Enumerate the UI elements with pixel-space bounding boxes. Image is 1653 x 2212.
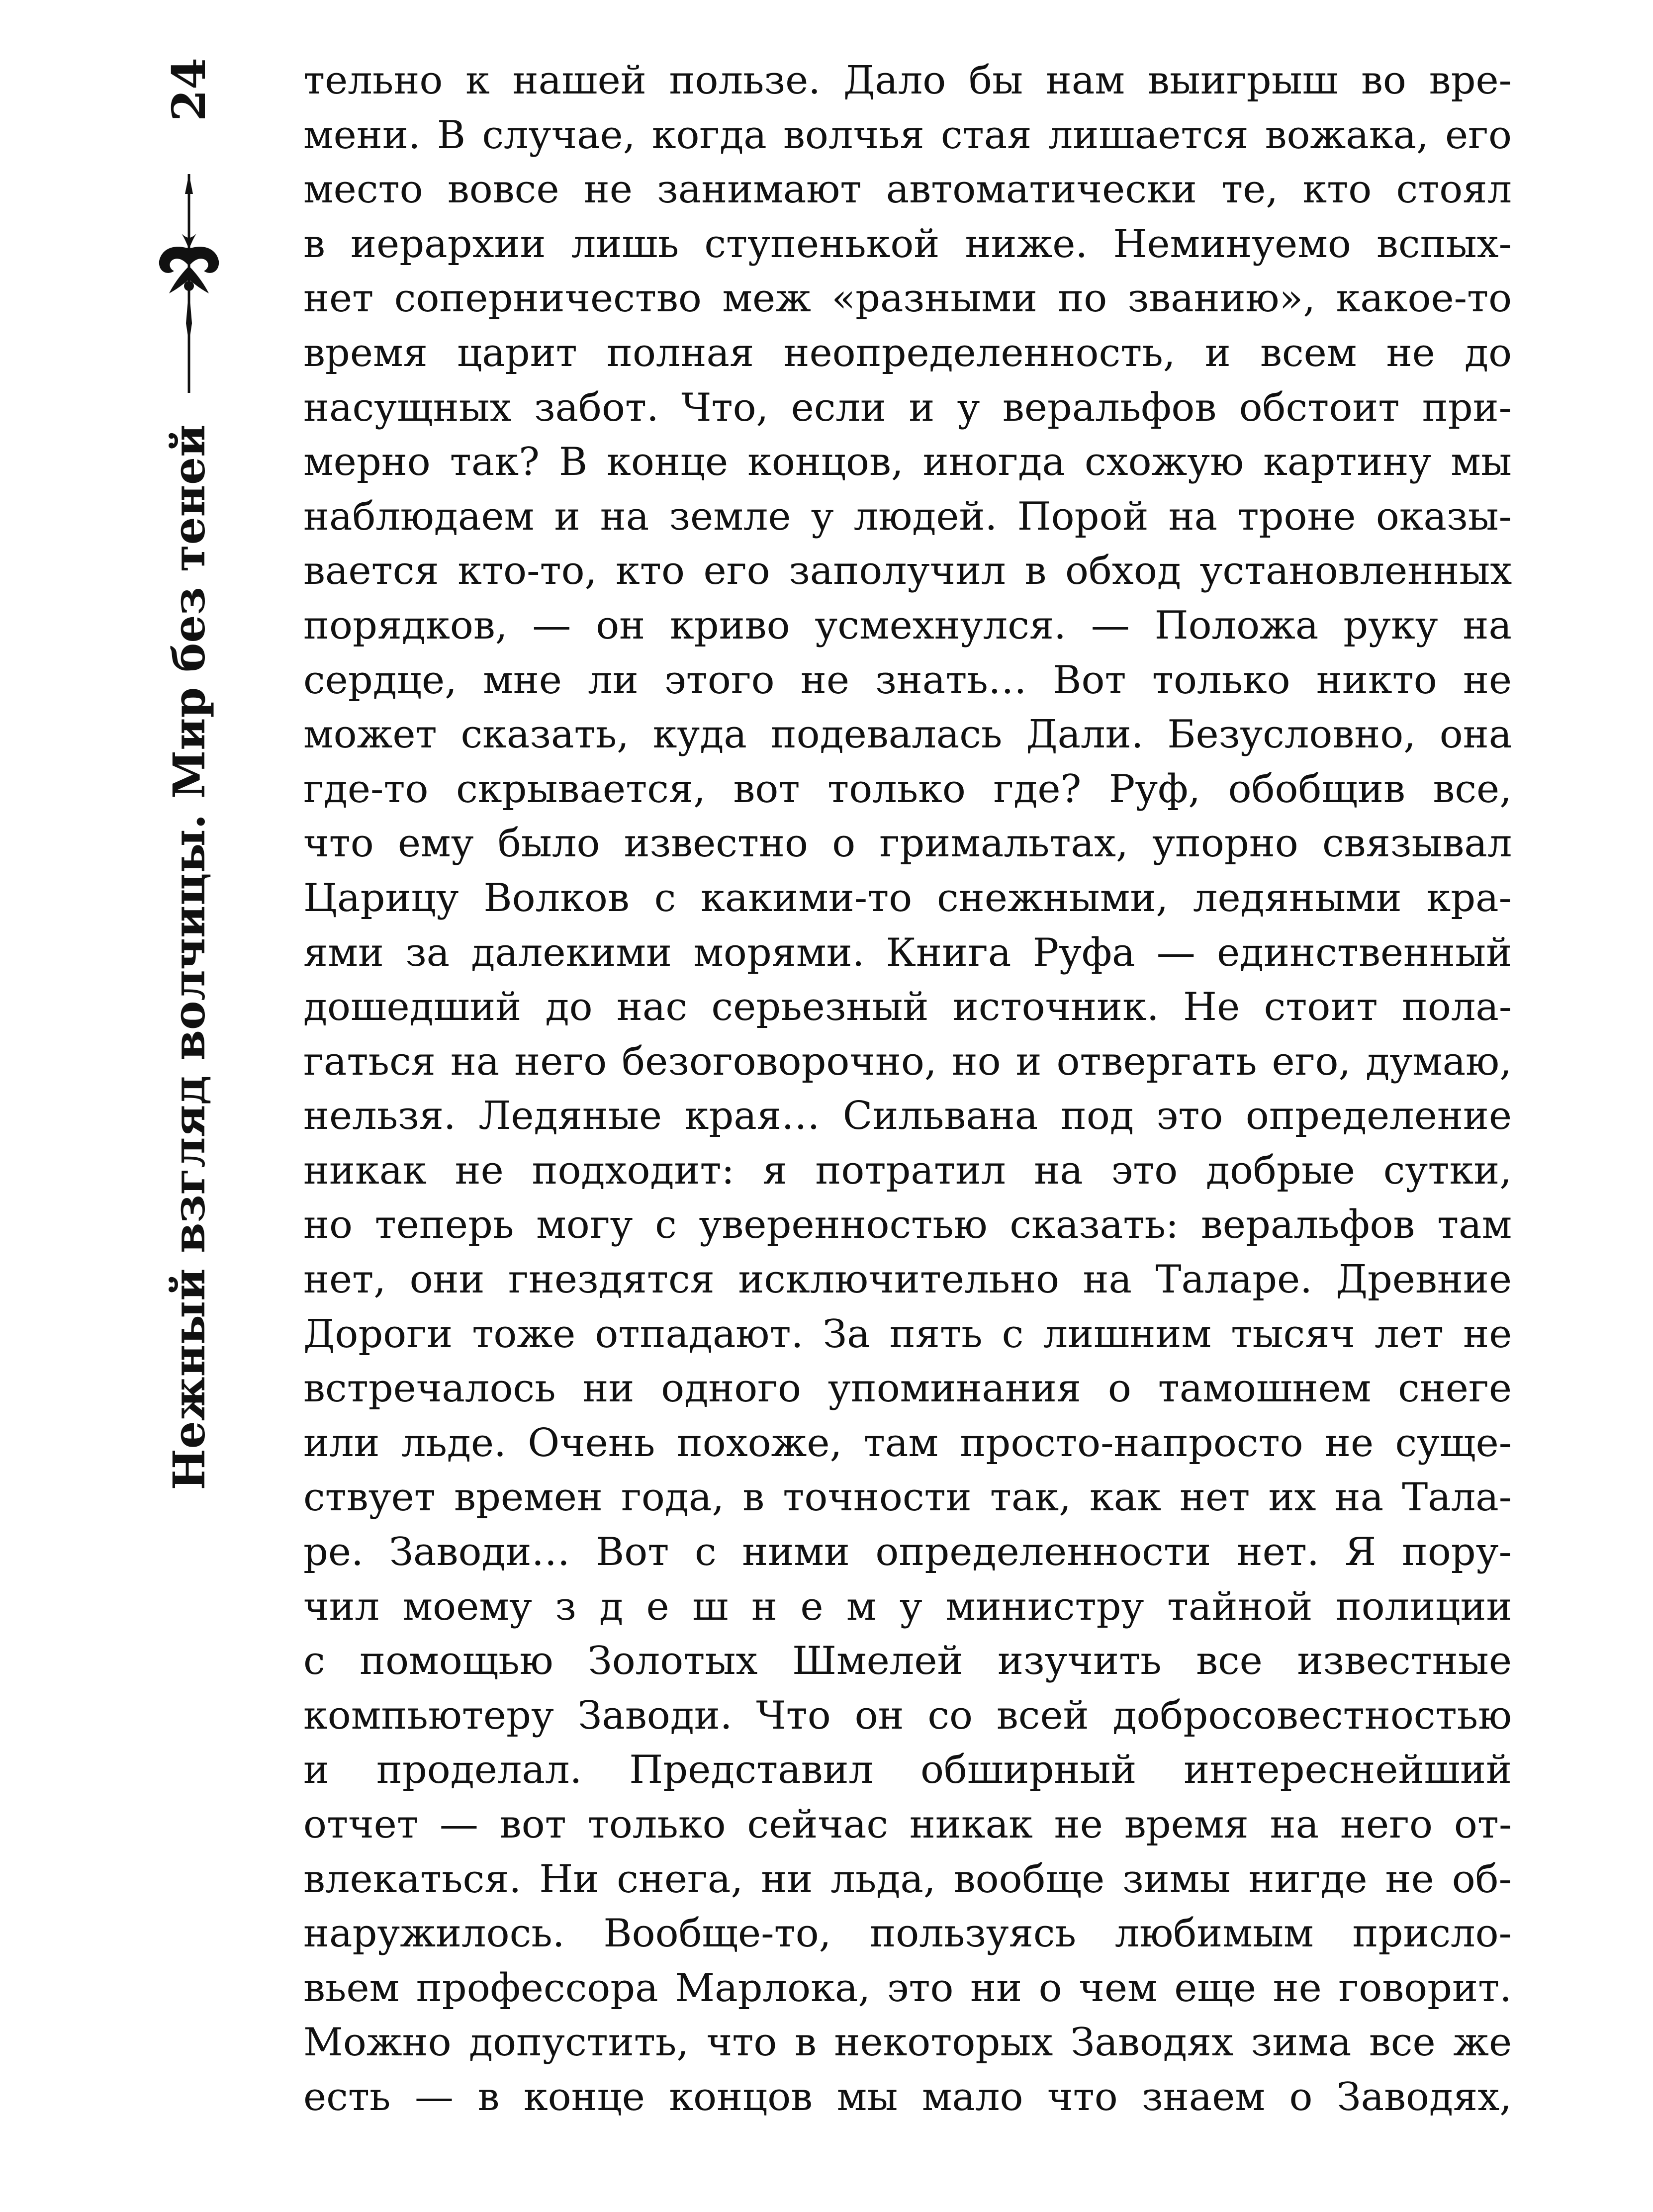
- page-number: [124, 55, 254, 124]
- text-line: мерно так? В конце концов, иногда схожую картину мы: [303, 440, 1512, 485]
- text-line: порядков, — он криво усмехнулся. — Положа руку на: [303, 603, 1512, 648]
- page-number-text: 24: [162, 57, 216, 122]
- text-line: Царицу Волков с какими-то снежными, ледяными кра-: [303, 875, 1512, 921]
- text-line: но теперь могу с уверенностью сказать: веральфов там: [303, 1202, 1512, 1248]
- dagger-ornament-icon: [139, 174, 239, 393]
- text-line: ре. Заводи… Вот с ними определенности нет. Я пору-: [303, 1530, 1512, 1575]
- text-line: встречалось ни одного упоминания о тамошнем снеге: [303, 1366, 1512, 1411]
- text-line: нет соперничество меж «разными по званию», какое-то: [303, 276, 1512, 321]
- body-text: [303, 54, 1512, 2125]
- text-line: сердце, мне ли этого не знать… Вот только никто не: [303, 657, 1512, 703]
- running-title: [124, 418, 254, 1497]
- text-line: с помощью Золотых Шмелей изучить все известные: [303, 1639, 1512, 1684]
- text-line: в иерархии лишь ступенькой ниже. Неминуемо вспых-: [303, 221, 1512, 267]
- text-line: где-то скрывается, вот только где? Руф, обобщив все,: [303, 766, 1512, 812]
- text-line: время царит полная неопределенность, и всем не до: [303, 330, 1512, 375]
- text-line: или льде. Очень похоже, там просто-напросто не суще-: [303, 1420, 1512, 1466]
- text-line: мени. В случае, когда волчья стая лишается вожака, его: [303, 112, 1512, 158]
- text-line: может сказать, куда подевалась Дали. Безусловно, она: [303, 712, 1512, 757]
- text-line: есть — в конце концов мы мало что знаем о Заводях,: [303, 2074, 1512, 2120]
- text-line: и проделал. Представил обширный интереснейший: [303, 1748, 1512, 1793]
- text-line: компьютеру Заводи. Что он со всей добросовестностью: [303, 1693, 1512, 1738]
- text-line: наружилось. Вообще-то, пользуясь любимым присло-: [303, 1911, 1512, 1956]
- text-line: чил моему з д е ш н е м у министру тайной полиции: [303, 1584, 1512, 1629]
- text-line: ствует времен года, в точности так, как нет их на Тала-: [303, 1475, 1512, 1520]
- text-line: вьем профессора Марлока, это ни о чем еще не говорит.: [303, 1965, 1512, 2011]
- running-title-text: Нежный взгляд волчицы. Мир без теней: [163, 424, 215, 1490]
- text-line: никак не подходит: я потратил на это добрые сутки,: [303, 1148, 1512, 1193]
- text-line: наблюдаем и на земле у людей. Порой на троне оказы-: [303, 494, 1512, 539]
- text-line: нельзя. Ледяные края… Сильвана под это определение: [303, 1094, 1512, 1139]
- text-line: вается кто-то, кто его заполучил в обход установленных: [303, 549, 1512, 594]
- text-line: насущных забот. Что, если и у веральфов обстоит при-: [303, 385, 1512, 430]
- text-line: тельно к нашей пользе. Дало бы нам выигрыш во вре-: [303, 58, 1512, 103]
- running-head: [124, 55, 254, 1497]
- text-line: Можно допустить, что в некоторых Заводях зима все же: [303, 2020, 1512, 2065]
- text-line: гаться на него безоговорочно, но и отвергать его, думаю,: [303, 1039, 1512, 1084]
- text-line: влекаться. Ни снега, ни льда, вообще зимы нигде не об-: [303, 1856, 1512, 1902]
- text-line: что ему было известно о гримальтах, упорно связывал: [303, 821, 1512, 866]
- text-line: нет, они гнездятся исключительно на Таларе. Древние: [303, 1257, 1512, 1302]
- text-line: ями за далекими морями. Книга Руфа — единственный: [303, 930, 1512, 975]
- text-line: дошедший до нас серьезный источник. Не стоит пола-: [303, 985, 1512, 1030]
- text-line: место вовсе не занимают автоматически те, кто стоял: [303, 167, 1512, 212]
- text-line: Дороги тоже отпадают. За пять с лишним тысяч лет не: [303, 1311, 1512, 1357]
- text-line: отчет — вот только сейчас никак не время на него от-: [303, 1802, 1512, 1847]
